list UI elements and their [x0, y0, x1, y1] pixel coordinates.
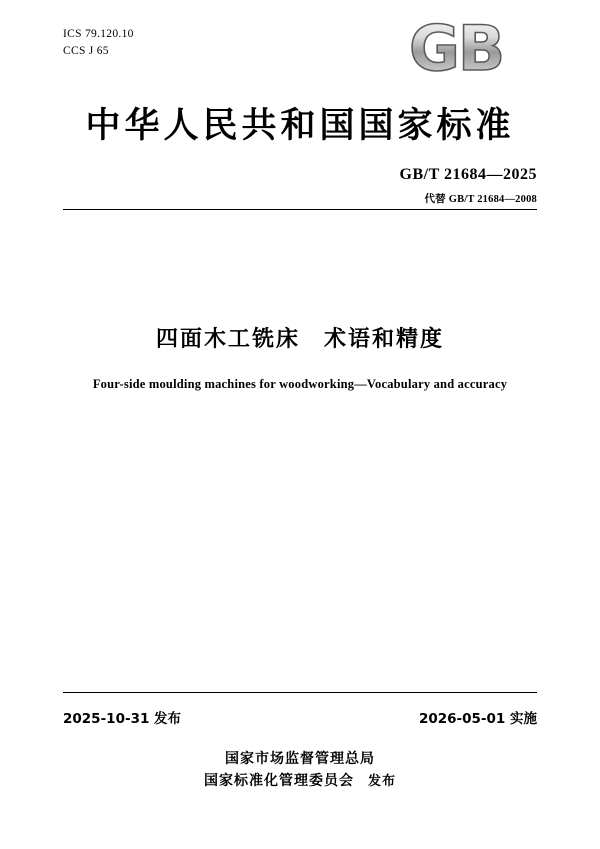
document-title-en: Four-side moulding machines for woodworking—Vocabulary and accuracy [92, 377, 508, 391]
publisher-block [0, 748, 600, 793]
page-title: 中华人民共和国国家标准 [85, 106, 515, 146]
standard-number-block [400, 166, 537, 206]
standard-number: GB/T 21684—2025 [399, 166, 537, 183]
publisher-line-2: 国家标准化管理委员会 [203, 773, 354, 789]
publisher-line-2-wrap [0, 770, 600, 793]
ics-code: ICS 79.120.10 [63, 28, 134, 40]
issue-date: 2025-10-31 发布 [63, 711, 182, 727]
svg-text:GB: GB [409, 18, 504, 80]
effective-date: 2026-05-01 实施 [418, 711, 537, 727]
classification-codes [63, 26, 134, 60]
document-title-cn: 四面木工铣床 术语和精度 [155, 327, 444, 352]
divider-top [63, 209, 537, 210]
publish-word: 发布 [367, 774, 396, 789]
publisher-line-1: 国家市场监督管理总局 [225, 751, 375, 767]
gb-logo-icon [407, 18, 537, 80]
ccs-code: CCS J 65 [63, 45, 109, 57]
divider-bottom [63, 692, 537, 693]
standard-replaces: 代替 GB/T 21684—2008 [424, 194, 537, 205]
